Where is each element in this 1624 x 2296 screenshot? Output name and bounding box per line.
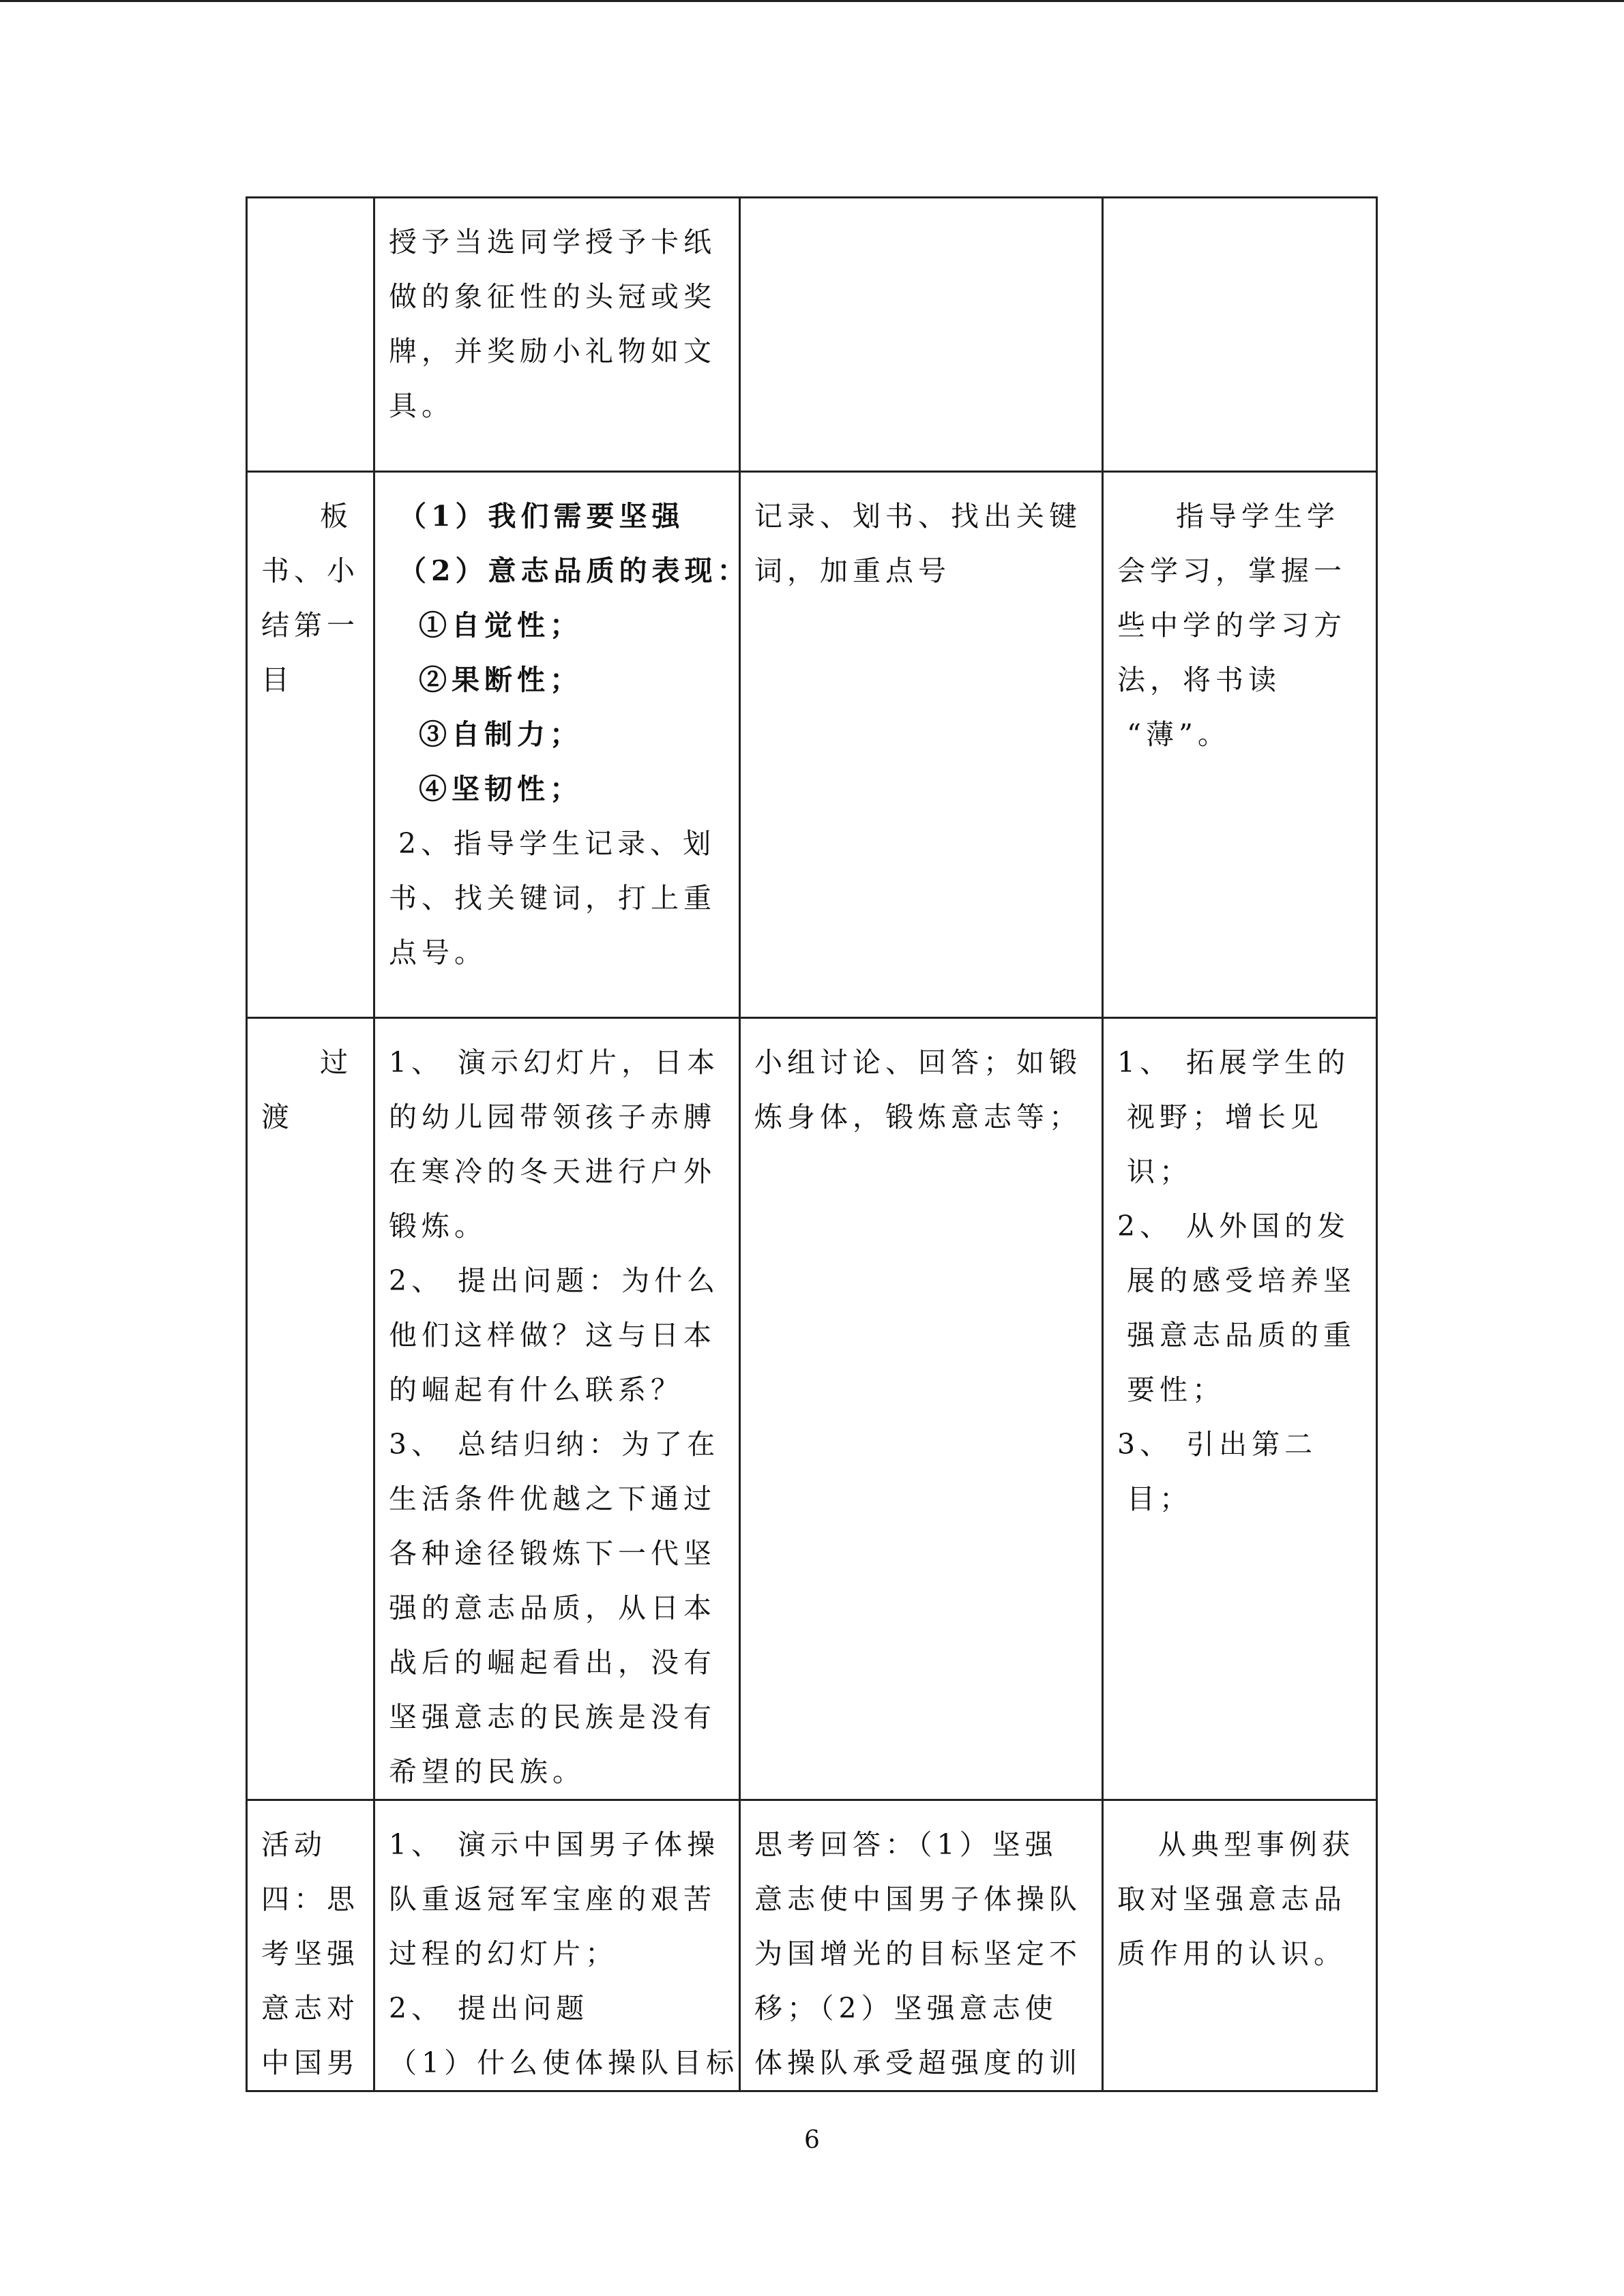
text-line: 意志使中国男子体操队 — [754, 1883, 1082, 1915]
text-line: 小组讨论、回答；如锻 — [754, 1046, 1082, 1079]
text-line: 目 — [261, 664, 294, 696]
text-line: 会学习，掌握一 — [1117, 554, 1346, 587]
text-line: 四：思 — [261, 1883, 359, 1915]
text-line: ②果断性； — [419, 664, 582, 696]
text-line: ③自制力； — [419, 718, 582, 751]
cell-student-activity — [740, 1800, 1103, 2091]
cell-teacher-activity — [374, 1800, 740, 2091]
text-line: 1、 演示中国男子体操 — [389, 1828, 720, 1861]
cell-student-activity — [740, 1018, 1103, 1800]
text-line: 法，将书读 — [1117, 664, 1281, 696]
text-line: 活动 — [261, 1828, 327, 1861]
cell-step — [247, 198, 374, 472]
text-line: 3、 引出第二 — [1117, 1428, 1318, 1461]
cell-design-intent — [1103, 1800, 1377, 2091]
text-line: 强的意志品质，从日本 — [389, 1592, 716, 1624]
text-line: 牌，并奖励小礼物如文 — [389, 335, 716, 368]
text-line: ④坚韧性； — [419, 773, 582, 805]
text-line: 结第一 — [261, 609, 359, 642]
text-line: 视野；增长见 — [1127, 1101, 1323, 1133]
cell-teacher-activity — [374, 472, 750, 1018]
text-line: 书、找关键词，打上重 — [389, 882, 716, 914]
text-line: 目； — [1127, 1482, 1192, 1515]
text-line: 质作用的认识。 — [1117, 1937, 1346, 1970]
text-line: 过 — [320, 1046, 353, 1079]
cell-teacher-activity — [374, 1018, 740, 1800]
text-line: 锻炼。 — [389, 1210, 487, 1242]
text-line: ①自觉性； — [419, 609, 582, 642]
text-line: 意志对 — [261, 1992, 359, 2025]
text-line: 考坚强 — [261, 1937, 359, 1970]
text-line: 希望的民族。 — [389, 1755, 585, 1788]
text-line: 2、 提出问题：为什么 — [389, 1264, 720, 1297]
text-line: 具。 — [389, 389, 454, 422]
text-line: 书、小 — [261, 554, 359, 587]
page-number: 6 — [804, 2126, 820, 2154]
text-line: 强意志品质的重 — [1127, 1319, 1356, 1352]
text-line: 坚强意志的民族是没有 — [389, 1701, 716, 1733]
text-line: 授予当选同学授予卡纸 — [389, 226, 716, 258]
cell-design-intent — [1103, 1018, 1377, 1800]
text-line: 的崛起有什么联系？ — [389, 1373, 683, 1406]
text-line: 取对坚强意志品 — [1117, 1883, 1346, 1915]
lesson-plan-table — [246, 196, 1378, 2092]
text-line: 思考回答：（1）坚强 — [754, 1828, 1058, 1861]
text-line: 些中学的学习方 — [1117, 609, 1346, 642]
text-line: 为国增光的目标坚定不 — [754, 1937, 1082, 1970]
text-line: 词，加重点号 — [754, 554, 951, 587]
text-line: 做的象征性的头冠或奖 — [389, 280, 716, 313]
cell-student-activity — [740, 198, 1103, 472]
cell-student-activity — [740, 472, 1103, 1018]
text-line: （1）我们需要坚强 — [398, 500, 685, 533]
text-line: “薄”。 — [1127, 718, 1230, 751]
text-line: 炼身体，锻炼意志等； — [754, 1101, 1082, 1133]
text-line: 板 — [320, 500, 353, 533]
text-line: 识； — [1127, 1155, 1192, 1188]
text-line: 2、指导学生记录、划 — [398, 827, 716, 860]
text-line: 中国男 — [261, 2046, 359, 2079]
text-line: 3、 总结归纳：为了在 — [389, 1428, 720, 1461]
text-line: 生活条件优越之下通过 — [389, 1482, 716, 1515]
text-line: 展的感受培养坚 — [1127, 1264, 1356, 1297]
text-line: 他们这样做？这与日本 — [389, 1319, 716, 1352]
text-line: 从典型事例获 — [1158, 1828, 1355, 1861]
text-line: 1、 拓展学生的 — [1117, 1046, 1350, 1079]
table-row — [247, 198, 1377, 472]
text-line: 战后的崛起看出，没有 — [389, 1646, 716, 1679]
cell-step — [247, 472, 374, 1018]
table-row — [247, 1018, 1377, 1800]
text-line: 移；（2）坚强意志使 — [754, 1992, 1058, 2025]
table-row — [247, 472, 1377, 1018]
text-line: （2）意志品质的表现： — [398, 554, 750, 587]
page-top-border — [0, 0, 1624, 2]
text-line: 过程的幻灯片； — [389, 1937, 618, 1970]
text-line: 各种途径锻炼下一代坚 — [389, 1537, 716, 1570]
text-line: 1、 演示幻灯片，日本 — [389, 1046, 720, 1079]
cell-step — [247, 1800, 374, 2091]
cell-teacher-activity — [374, 198, 740, 472]
text-line: （1）什么使体操队目标 — [389, 2046, 739, 2079]
text-line: 点号。 — [389, 936, 487, 969]
text-line: 队重返冠军宝座的艰苦 — [389, 1883, 716, 1915]
cell-step — [247, 1018, 374, 1800]
cell-design-intent — [1103, 198, 1377, 472]
text-line: 体操队承受超强度的训 — [754, 2046, 1082, 2079]
text-line: 渡 — [261, 1101, 294, 1133]
table-row — [247, 1800, 1377, 2091]
text-line: 2、 从外国的发 — [1117, 1210, 1350, 1242]
text-line: 在寒冷的冬天进行户外 — [389, 1155, 716, 1188]
text-line: 的幼儿园带领孩子赤膊 — [389, 1101, 716, 1133]
text-line: 指导学生学 — [1176, 500, 1340, 533]
text-line: 记录、划书、找出关键 — [754, 500, 1082, 533]
text-line: 要性； — [1127, 1373, 1225, 1406]
text-line: 2、 提出问题 — [389, 1992, 589, 2025]
cell-design-intent — [1103, 472, 1377, 1018]
